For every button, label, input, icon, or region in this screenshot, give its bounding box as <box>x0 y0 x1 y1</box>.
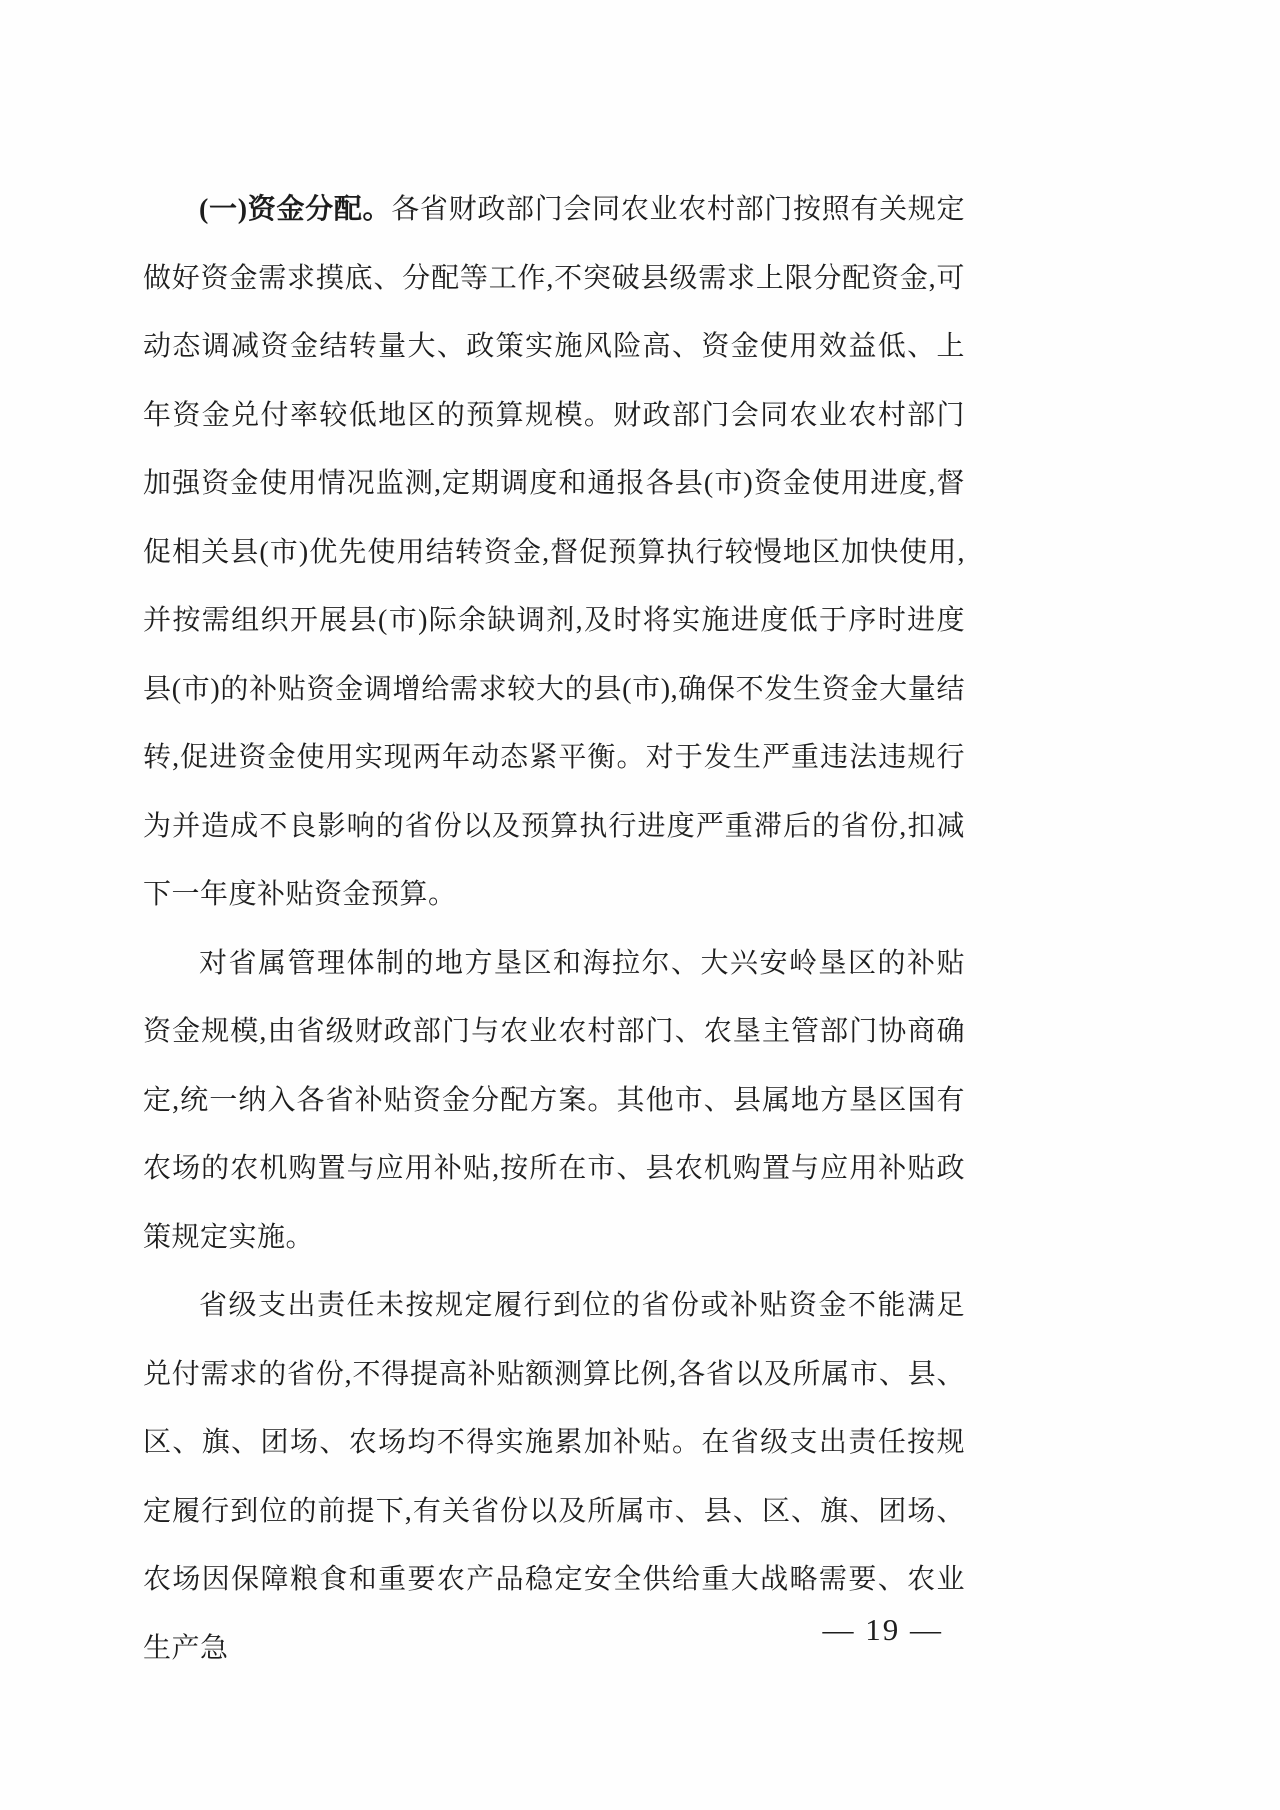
paragraph-reclamation-areas <box>143 930 965 1273</box>
document-body <box>143 176 965 1683</box>
paragraph-text: 对省属管理体制的地方垦区和海拉尔、大兴安岭垦区的补贴资金规模,由省级财政部门与农业农村部门、农垦主管部门协商确定,统一纳入各省补贴资金分配方案。其他市、县属地方垦区国有农场的农机购置与应用补贴,按所在市、县农机购置与应用补贴政策规定实施。 <box>143 947 965 1253</box>
page-number: — 19 — <box>822 1612 943 1647</box>
paragraph-fund-allocation <box>143 176 965 930</box>
paragraph-lead-heading: (一)资金分配。 <box>199 194 392 225</box>
paragraph-text: 省级支出责任未按规定履行到位的省份或补贴资金不能满足兑付需求的省份,不得提高补贴额测算比例,各省以及所属市、县、区、旗、团场、农场均不得实施累加补贴。在省级支出责任按规定履行到位的前提下,有关省份以及所属市、县、区、旗、团场、农场因保障粮食和重要农产品稳定安全供给重大战略需要、农业生产急 <box>143 1290 965 1664</box>
paragraph-text: 各省财政部门会同农业农村部门按照有关规定做好资金需求摸底、分配等工作,不突破县级需求上限分配资金,可动态调减资金结转量大、政策实施风险高、资金使用效益低、上年资金兑付率较低地区的预算规模。财政部门会同农业农村部门加强资金使用情况监测,定期调度和通报各县(市)资金使用进度,督促相关县(市)优先使用结转资金,督促预算执行较慢地区加快使用,并按需组织开展县(市)际余缺调剂,及时将实施进度低于序时进度县(市)的补贴资金调增给需求较大的县(市),确保不发生资金大量结转,促进资金使用实现两年动态紧平衡。对于发生严重违法违规行为并造成不良影响的省份以及预算执行进度严重滞后的省份,扣减下一年度补贴资金预算。 <box>143 194 965 910</box>
